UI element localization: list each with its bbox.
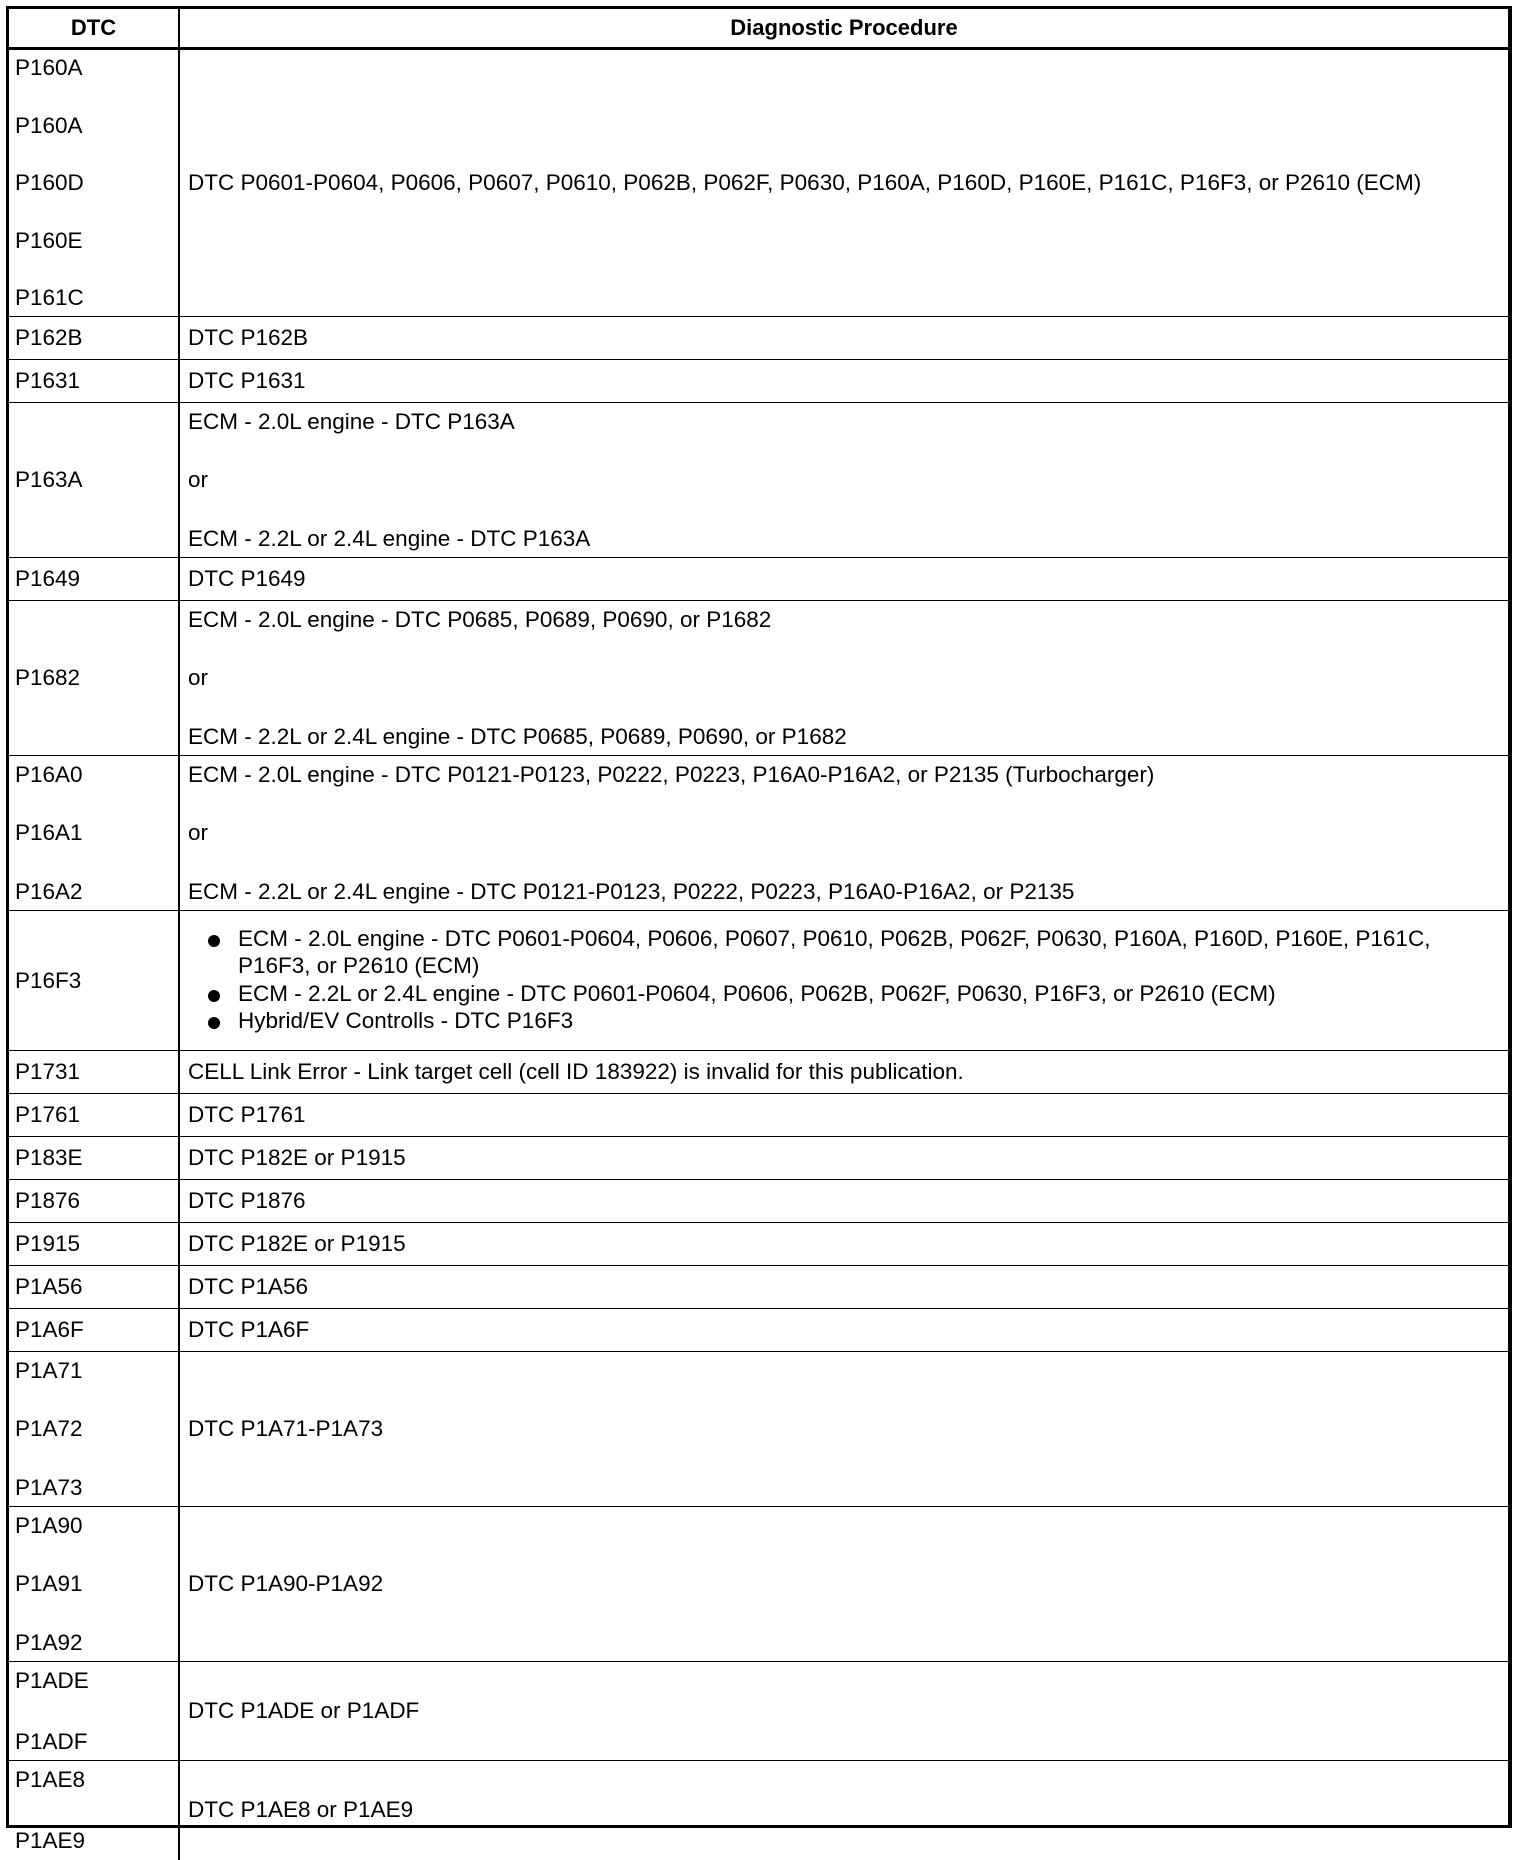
dtc-code: P1A90 [15, 1512, 83, 1538]
dtc-code: P160A [15, 55, 83, 80]
dtc-code: P16A1 [15, 820, 83, 846]
dtc-code: P1A73 [15, 1474, 83, 1500]
dtc-code: P1761 [15, 1102, 81, 1128]
procedure-cell [179, 1662, 1508, 1761]
table-row [9, 403, 1508, 558]
dtc-cell [9, 1761, 179, 1860]
table-row [9, 317, 1508, 360]
procedure-cell [179, 1507, 1508, 1662]
procedure-text: CELL Link Error - Link target cell (cell ID 183922) is invalid for this publication. [188, 1059, 964, 1085]
header-dtc: DTC [9, 9, 179, 49]
dtc-code: P1ADF [15, 1728, 88, 1754]
table-body [9, 49, 1508, 1860]
dtc-code: P1649 [15, 566, 81, 592]
dtc-table [9, 9, 1508, 1860]
procedure-cell [179, 1761, 1508, 1860]
procedure-text: DTC P1761 [188, 1102, 306, 1128]
dtc-code: P1A6F [15, 1317, 84, 1343]
procedure-bullet-item: ECM - 2.0L engine - DTC P0601-P0604, P0606, P0607, P0610, P062B, P062F, P0630, P160A, P160D, P160E, P161C, P16F3, or P2610 (ECM) [188, 926, 1500, 979]
dtc-cell [9, 601, 179, 756]
procedure-cell [179, 1223, 1508, 1266]
procedure-text: DTC P1649 [188, 566, 306, 592]
table-row [9, 49, 1508, 317]
dtc-cell [9, 317, 179, 360]
procedure-bullet-item: Hybrid/EV Controlls - DTC P16F3 [188, 1008, 1500, 1035]
dtc-code: P16A2 [15, 878, 83, 904]
dtc-code: P162B [15, 325, 83, 351]
dtc-cell [9, 1094, 179, 1137]
procedure-cell [179, 911, 1508, 1051]
procedure-text: DTC P1ADE or P1ADF [188, 1698, 420, 1724]
procedure-text: ECM - 2.2L or 2.4L engine - DTC P0121-P0123, P0222, P0223, P16A0-P16A2, or P2135 [188, 878, 1075, 904]
dtc-code: P1ADE [15, 1667, 89, 1693]
dtc-cell [9, 403, 179, 558]
dtc-code: P1A71 [15, 1357, 83, 1383]
dtc-code: P1A72 [15, 1416, 83, 1442]
procedure-text: DTC P1A90-P1A92 [188, 1571, 384, 1597]
table-row [9, 911, 1508, 1051]
dtc-cell [9, 1051, 179, 1094]
table-row [9, 756, 1508, 911]
dtc-code: P1731 [15, 1059, 81, 1085]
table-row [9, 1309, 1508, 1352]
dtc-table-frame [6, 6, 1512, 1853]
dtc-code: P1AE9 [15, 1827, 86, 1853]
table-row [9, 1352, 1508, 1507]
dtc-code: P1AE8 [15, 1766, 86, 1792]
procedure-text: DTC P0601-P0604, P0606, P0607, P0610, P062B, P062F, P0630, P160A, P160D, P160E, P161C, P16F3, or P2610 (ECM) [188, 170, 1422, 196]
dtc-cell [9, 1309, 179, 1352]
dtc-code: P1A91 [15, 1571, 83, 1597]
table-row [9, 1266, 1508, 1309]
dtc-cell [9, 360, 179, 403]
procedure-cell [179, 49, 1508, 317]
dtc-cell [9, 49, 179, 317]
procedure-text: ECM - 2.2L or 2.4L engine - DTC P0685, P0689, P0690, or P1682 [188, 723, 847, 749]
dtc-cell [9, 1223, 179, 1266]
dtc-code: P1A92 [15, 1629, 83, 1655]
procedure-text: DTC P162B [188, 325, 309, 351]
dtc-cell [9, 1266, 179, 1309]
table-row [9, 1761, 1508, 1860]
dtc-cell [9, 1662, 179, 1761]
table-row [9, 1094, 1508, 1137]
procedure-text: ECM - 2.0L engine - DTC P163A [188, 408, 515, 434]
dtc-code: P1682 [15, 665, 81, 691]
procedure-text: DTC P1A71-P1A73 [188, 1416, 384, 1442]
dtc-code: P160D [15, 170, 84, 196]
procedure-cell [179, 360, 1508, 403]
dtc-code: P1A56 [15, 1274, 83, 1300]
procedure-cell [179, 601, 1508, 756]
header-row [9, 9, 1508, 49]
dtc-code: P161C [15, 285, 84, 311]
dtc-cell [9, 1507, 179, 1662]
procedure-cell [179, 317, 1508, 360]
procedure-text: ECM - 2.0L engine - DTC P0121-P0123, P0222, P0223, P16A0-P16A2, or P2135 (Turbocharger) [188, 761, 1155, 787]
table-row [9, 1137, 1508, 1180]
procedure-cell [179, 1180, 1508, 1223]
procedure-text: DTC P1876 [188, 1188, 306, 1214]
dtc-cell [9, 1352, 179, 1507]
dtc-cell [9, 1180, 179, 1223]
procedure-text: or [188, 820, 209, 846]
procedure-text: DTC P1A6F [188, 1317, 310, 1343]
procedure-text: ECM - 2.0L engine - DTC P0685, P0689, P0690, or P1682 [188, 606, 772, 632]
dtc-code: P1631 [15, 368, 81, 394]
table-row [9, 558, 1508, 601]
procedure-text: DTC P1631 [188, 368, 306, 394]
dtc-code: P183E [15, 1145, 83, 1171]
dtc-cell [9, 756, 179, 911]
procedure-cell [179, 403, 1508, 558]
procedure-text: DTC P1AE8 or P1AE9 [188, 1797, 414, 1823]
table-row [9, 1507, 1508, 1662]
procedure-text: ECM - 2.2L or 2.4L engine - DTC P163A [188, 525, 591, 551]
procedure-text: DTC P182E or P1915 [188, 1231, 406, 1257]
dtc-code: P1915 [15, 1231, 81, 1257]
table-row [9, 601, 1508, 756]
dtc-code: P16A0 [15, 761, 83, 787]
procedure-text: or [188, 665, 209, 691]
procedure-cell [179, 558, 1508, 601]
dtc-code: P16F3 [15, 967, 82, 993]
table-row [9, 1180, 1508, 1223]
table-row [9, 360, 1508, 403]
dtc-code: P160A [15, 112, 83, 138]
dtc-code: P163A [15, 467, 83, 493]
procedure-cell [179, 1352, 1508, 1507]
procedure-bullet-list [188, 926, 1500, 1034]
table-row [9, 1223, 1508, 1266]
procedure-cell [179, 1266, 1508, 1309]
procedure-cell [179, 1137, 1508, 1180]
procedure-cell [179, 1094, 1508, 1137]
dtc-code: P1876 [15, 1188, 81, 1214]
dtc-cell [9, 558, 179, 601]
procedure-text: DTC P182E or P1915 [188, 1145, 406, 1171]
dtc-cell [9, 1137, 179, 1180]
table-row [9, 1051, 1508, 1094]
procedure-bullet-item: ECM - 2.2L or 2.4L engine - DTC P0601-P0604, P0606, P062B, P062F, P0630, P16F3, or P2610 (ECM) [188, 981, 1500, 1008]
table-row [9, 1662, 1508, 1761]
procedure-text: DTC P1A56 [188, 1274, 309, 1300]
procedure-cell [179, 1051, 1508, 1094]
procedure-text: or [188, 467, 209, 493]
dtc-code: P160E [15, 227, 83, 253]
dtc-cell [9, 911, 179, 1051]
procedure-cell [179, 756, 1508, 911]
header-diagnostic-procedure: Diagnostic Procedure [179, 9, 1508, 49]
procedure-cell [179, 1309, 1508, 1352]
